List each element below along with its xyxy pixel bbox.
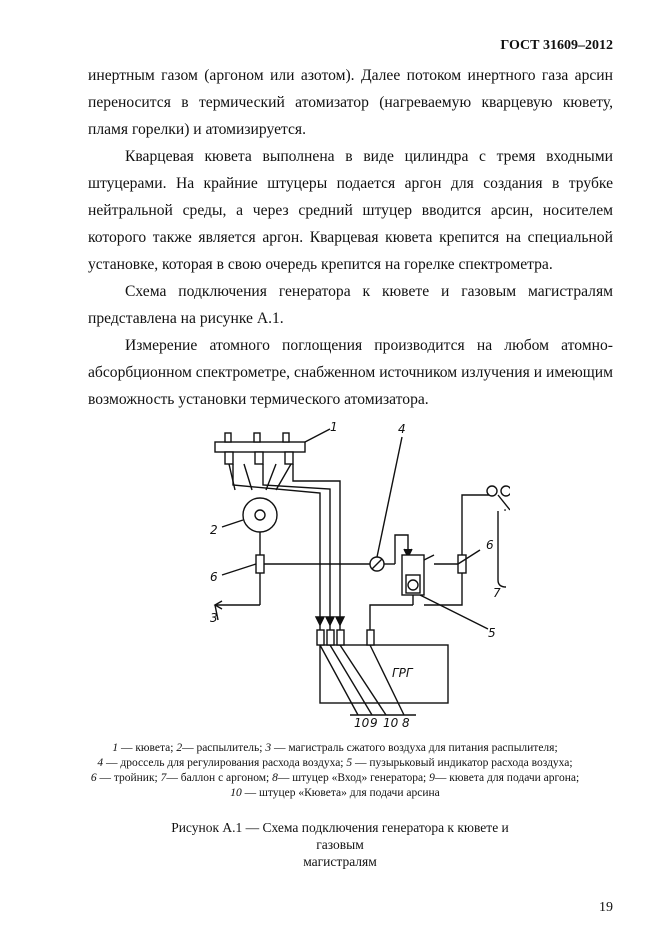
text-line: штуцерами. На крайние штуцеры подается аргон для создания в трубке — [88, 175, 613, 192]
legend-line: 10 — штуцер «Кювета» для подачи арсина — [230, 787, 440, 799]
callout-9: 9 — [370, 716, 378, 730]
callout-7: 7 — [493, 586, 501, 600]
callout-3: 3 — [210, 611, 218, 625]
callout-10b: 10 — [383, 716, 399, 730]
figure-legend — [70, 741, 600, 801]
figure-title — [160, 819, 520, 870]
argon-cylinder — [487, 486, 510, 587]
schematic-figure — [180, 415, 510, 735]
callout-2: 2 — [210, 523, 218, 537]
callout-5: 5 — [488, 626, 496, 640]
callout-1: 1 — [330, 420, 338, 434]
figure-title-line-2: магистралям — [303, 854, 377, 869]
legend-line: 6 — тройник; 7— баллон с аргоном; 8— штуцер «Вход» генератора; 9— кювета для подачи аргона; — [90, 772, 580, 784]
callout-8: 8 — [402, 716, 410, 730]
text-line: установке, которая в свою очередь крепится на горелке спектрометра. — [88, 256, 553, 273]
callout-4: 4 — [398, 422, 406, 436]
callout-6-right: 6 — [486, 538, 494, 552]
generator-label: ГРГ — [392, 666, 413, 680]
text-line: которого также является аргон. Кварцевая кювета крепится на специальной — [88, 229, 613, 246]
text-line: абсорбционном спектрометре, снабженном источником излучения и имеющим — [88, 364, 613, 381]
text-line: пламя горелки) и атомизируется. — [88, 121, 306, 138]
paragraph-3 — [88, 278, 613, 332]
paragraph-2 — [88, 143, 613, 278]
text-line: Кварцевая кювета выполнена в виде цилиндра с тремя входными — [125, 148, 613, 165]
callout-10a: 10 — [354, 716, 370, 730]
generator — [317, 630, 448, 715]
text-line: Схема подключения генератора к кювете и газовым магистралям — [125, 283, 613, 300]
text-line: Измерение атомного поглощения производится на любом атомно- — [125, 337, 613, 354]
tee-right — [424, 495, 490, 605]
paragraph-4 — [88, 332, 613, 413]
document-code: ГОСТ 31609–2012 — [500, 38, 613, 53]
tee-left — [215, 555, 370, 609]
cuvette — [215, 433, 305, 464]
text-line: представлена на рисунке А.1. — [88, 310, 284, 327]
callout-6: 6 — [210, 570, 218, 584]
legend-line: 1 — кювета; 2— распылитель; 3 — магистраль сжатого воздуха для питания распылителя; — [112, 742, 558, 754]
text-line: нейтральной среды, а через средний штуцер вводится арсин, носителем — [88, 202, 613, 219]
text-line: переносится в термический атомизатор (нагреваемую кварцевую кювету, — [88, 94, 613, 111]
legend-line: 4 — дроссель для регулирования расхода воздуха; 5 — пузырьковый индикатор расхода воздуха; — [97, 757, 573, 769]
paragraph-1 — [88, 62, 613, 143]
nebulizer — [229, 464, 291, 555]
page-number: 19 — [599, 900, 613, 915]
text-line: возможность установки термического атомизатора. — [88, 391, 429, 408]
figure-title-line-1: Рисунок А.1 — Схема подключения генератора к кювете и газовым — [171, 820, 509, 852]
text-line: инертным газом (аргоном или азотом). Далее потоком инертного газа арсин — [88, 67, 613, 84]
